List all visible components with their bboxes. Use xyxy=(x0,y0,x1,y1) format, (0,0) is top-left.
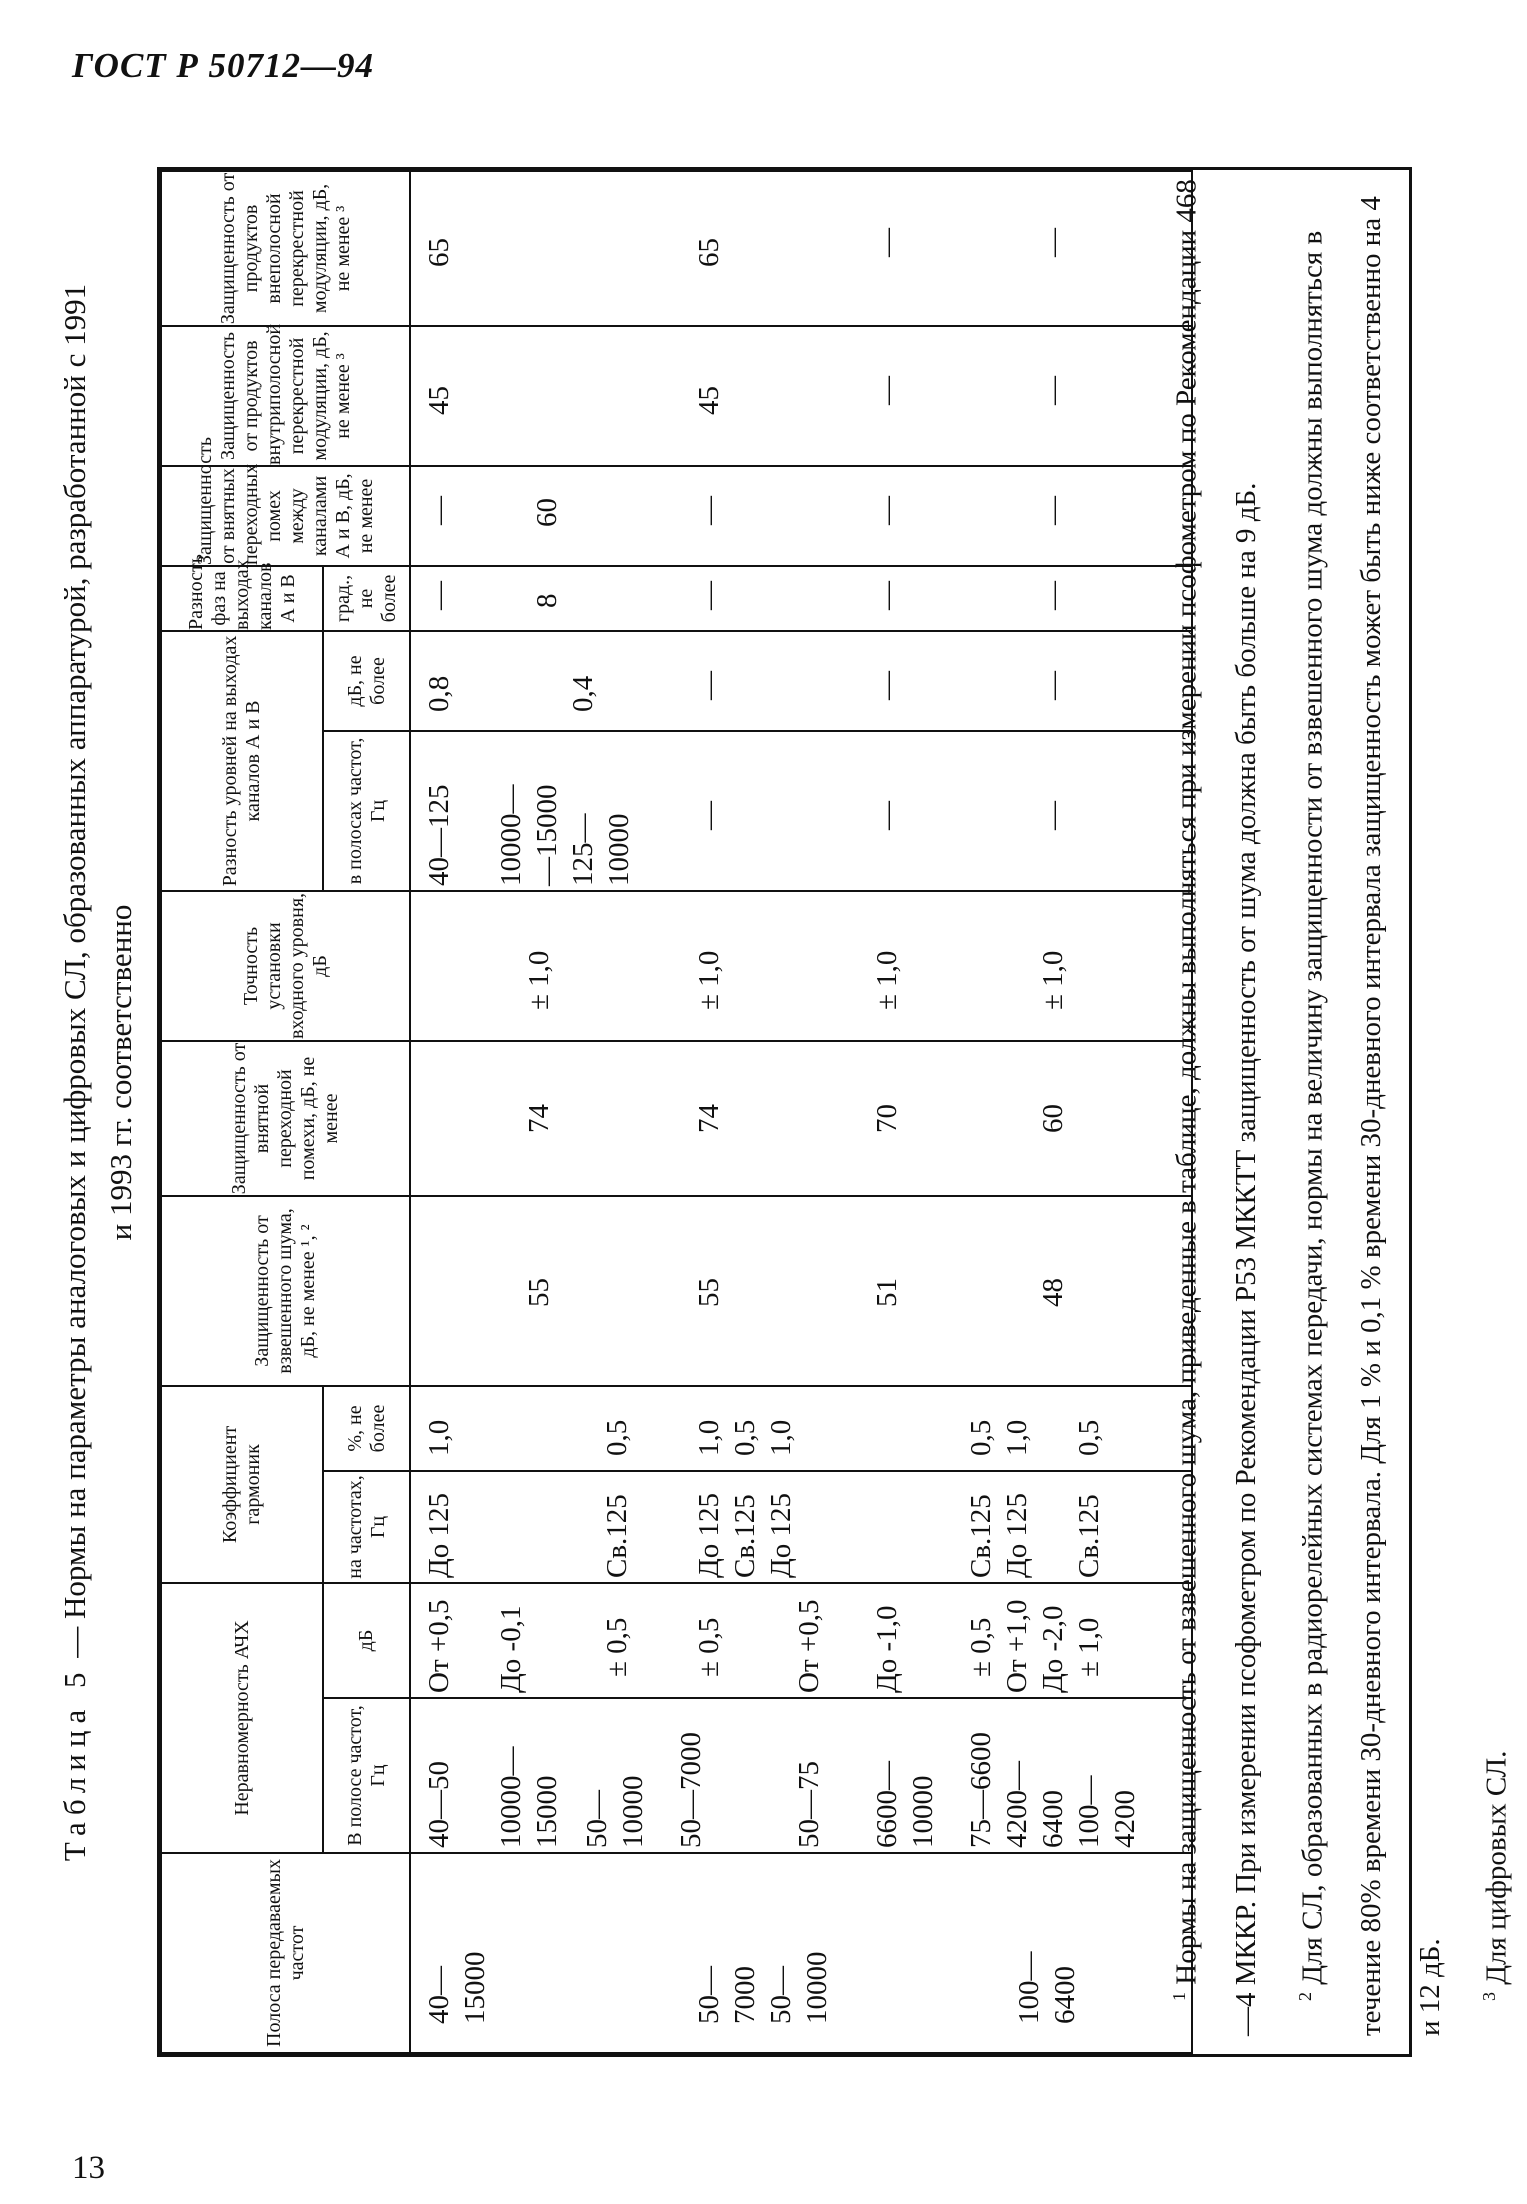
header-band: Полоса передаваемых частот xyxy=(161,1853,410,2053)
cell: 70 xyxy=(871,1103,903,1133)
cell: До 125 xyxy=(1001,1492,1033,1578)
cell: 15000 xyxy=(531,1775,563,1848)
col-intra-modulation xyxy=(410,326,1192,466)
cell: До 125 xyxy=(693,1492,725,1578)
header-phase-diff: Разность фаз на выходах каналов А и В xyxy=(161,566,323,631)
cell: 100— xyxy=(1013,1951,1045,2024)
cell: ± 1,0 xyxy=(1073,1617,1105,1677)
header-afr: Неравномерность АЧХ xyxy=(161,1583,323,1853)
col-extra-modulation xyxy=(410,171,1192,326)
cell: До 125 xyxy=(423,1492,455,1578)
cell: — xyxy=(871,670,903,700)
header-ab-crosstalk: Защищенность от внятных переходных помех между каналами А и В, дБ, не менее xyxy=(161,466,410,566)
cell: Св.125 xyxy=(1073,1494,1105,1578)
cell: — xyxy=(871,580,903,610)
cell: До -0,1 xyxy=(495,1605,527,1693)
cell: Св.125 xyxy=(601,1494,633,1578)
cell: 0,5 xyxy=(1073,1419,1105,1456)
cell: — xyxy=(1037,375,1069,405)
table-caption xyxy=(52,80,144,2065)
cell: 1,0 xyxy=(693,1419,725,1456)
footnote-text: Нормы на защищенность от взвешенного шума, приведенные в таблице, должны выполняться при измерении псофометром по Рекомендации 468—4 МККР. При измерении псофометром по Рекомендации Р53 МККТТ защищенность от шума должна быть больше на 9 дБ. xyxy=(1170,179,1262,2036)
cell: От +1,0 xyxy=(1001,1599,1033,1693)
cell: 74 xyxy=(523,1103,555,1133)
header-afr-db: дБ xyxy=(323,1583,410,1698)
cell: 40—50 xyxy=(423,1761,455,1848)
header-level-diff: Разность уровней на выходах каналов А и В xyxy=(161,631,323,891)
cell: 60 xyxy=(531,497,563,527)
cell: 0,5 xyxy=(965,1419,997,1456)
caption-label: Таблица 5 xyxy=(57,1665,92,1862)
cell: 8 xyxy=(531,593,563,608)
cell: —15000 xyxy=(531,784,563,886)
cell: 1,0 xyxy=(765,1419,797,1456)
cell: 40—125 xyxy=(423,784,455,886)
cell: 1,0 xyxy=(1001,1419,1033,1456)
col-ab-crosstalk xyxy=(410,466,1192,566)
cell: — xyxy=(871,227,903,257)
rotated-table-block xyxy=(52,80,1513,2065)
cell: ± 1,0 xyxy=(1037,950,1069,1010)
cell: 48 xyxy=(1037,1277,1069,1307)
cell: — xyxy=(1037,227,1069,257)
header-input-level: Точность установки входного уровня, дБ xyxy=(161,891,410,1041)
col-level-diff-db xyxy=(410,631,1192,731)
footnote-text: Для цифровых СЛ. xyxy=(1480,1750,1513,1992)
cell: 65 xyxy=(693,237,725,267)
table-notes xyxy=(1150,176,1527,2036)
cell: 45 xyxy=(693,385,725,415)
cell: 6400 xyxy=(1049,1966,1081,2024)
cell: — xyxy=(1037,495,1069,525)
cell: 1,0 xyxy=(423,1419,455,1456)
header-crosstalk: Защищенность от внятной переходной помехи, дБ, не менее xyxy=(161,1041,410,1196)
cell: 4200 xyxy=(1109,1790,1141,1848)
col-harm-freq xyxy=(410,1471,1192,1583)
page-header: ГОСТ Р 50712—94 xyxy=(72,46,375,85)
col-afr-band xyxy=(410,1698,1192,1853)
cell: — xyxy=(693,495,725,525)
cell: До 125 xyxy=(765,1492,797,1578)
cell: ± 0,5 xyxy=(693,1617,725,1677)
cell: 50— xyxy=(765,1966,797,2024)
cell: 55 xyxy=(693,1277,725,1307)
cell: До -2,0 xyxy=(1037,1605,1069,1693)
cell: От +0,5 xyxy=(793,1599,825,1693)
cell: До -1,0 xyxy=(871,1605,903,1693)
header-harm-pct: %, не более xyxy=(323,1386,410,1471)
cell: 74 xyxy=(693,1103,725,1133)
cell: ± 1,0 xyxy=(871,950,903,1010)
col-phase-diff xyxy=(410,566,1192,631)
cell: 125— xyxy=(567,813,599,886)
cell: — xyxy=(693,670,725,700)
norms-table xyxy=(160,170,1193,2054)
table-frame xyxy=(157,167,1513,2057)
table-body-row xyxy=(410,171,1192,2053)
cell: ± 0,5 xyxy=(965,1617,997,1677)
cell: 50— xyxy=(693,1966,725,2024)
cell: — xyxy=(1037,800,1069,830)
cell: ± 1,0 xyxy=(693,950,725,1010)
page-number: 13 xyxy=(72,2150,105,2186)
cell: 55 xyxy=(523,1277,555,1307)
footnote-text: Для СЛ, образованных в радиорелейных системах передачи, нормы на величину защищенности от взвешенного шума должны выполняться в течение 80% времени 30-дневного интервала. Для 1 % и 0,1 % времени 30-дневного интервала защищенность может быть ниже соответственно на 4 и 12 дБ. xyxy=(1296,196,1447,2036)
header-harm-freq: на частотах, Гц xyxy=(323,1471,410,1583)
col-noise xyxy=(410,1196,1192,1386)
header-intra-modulation: Защищенность от продуктов внутриполосной перекрестной модуляции, дБ, не менее ³ xyxy=(161,326,410,466)
col-level-diff-band xyxy=(410,731,1192,891)
cell: — xyxy=(1037,670,1069,700)
cell: От +0,5 xyxy=(423,1599,455,1693)
header-level-diff-db: дБ, не более xyxy=(323,631,410,731)
cell: 65 xyxy=(423,237,455,267)
header-afr-band: В полосе частот, Гц xyxy=(323,1698,410,1853)
footnote-2 xyxy=(1276,176,1461,2036)
cell: 4200— xyxy=(1001,1761,1033,1848)
cell: 0,4 xyxy=(567,675,599,712)
cell: 40— xyxy=(423,1966,455,2024)
header-level-diff-band: в полосах частот, Гц xyxy=(323,731,410,891)
cell: 50—75 xyxy=(793,1761,825,1848)
cell: — xyxy=(1037,580,1069,610)
col-crosstalk xyxy=(410,1041,1192,1196)
cell: — xyxy=(871,800,903,830)
cell: 45 xyxy=(423,385,455,415)
col-band xyxy=(410,1853,1192,2053)
cell: 0,8 xyxy=(423,675,455,712)
cell: — xyxy=(693,800,725,830)
cell: 10000— xyxy=(495,784,527,886)
col-afr-db xyxy=(410,1583,1192,1698)
cell: 10000 xyxy=(801,1951,833,2024)
header-extra-modulation: Защищенность от продуктов внеполосной перекрестной модуляции, дБ, не менее ³ xyxy=(161,171,410,326)
cell: Св.125 xyxy=(965,1494,997,1578)
cell: 50— xyxy=(581,1790,613,1848)
cell: 15000 xyxy=(459,1951,491,2024)
cell: 75—6600 xyxy=(965,1732,997,1848)
caption-text: — Нормы на параметры аналоговых и цифровых СЛ, образованных аппаратурой, разработанной с 1991 xyxy=(57,283,92,1666)
cell: ± 1,0 xyxy=(523,950,555,1010)
cell: 10000 xyxy=(617,1775,649,1848)
col-harm-pct xyxy=(410,1386,1192,1471)
footnote-3 xyxy=(1460,176,1527,2036)
cell: 6400 xyxy=(1037,1790,1069,1848)
cell: 51 xyxy=(871,1277,903,1307)
cell: 6600— xyxy=(871,1761,903,1848)
cell: 0,5 xyxy=(601,1419,633,1456)
caption-text-line2: и 1993 гг. соответственно xyxy=(103,904,138,1241)
col-input-level xyxy=(410,891,1192,1041)
cell: — xyxy=(871,495,903,525)
footnote-mark: 3 xyxy=(1479,1992,1500,2001)
header-phase-diff-deg: град., не более xyxy=(323,566,410,631)
footnote-mark: 1 xyxy=(1169,1992,1189,2001)
footnote-mark: 2 xyxy=(1294,1992,1315,2001)
cell: 7000 xyxy=(729,1966,761,2024)
cell: 0,5 xyxy=(729,1419,761,1456)
footnote-1 xyxy=(1150,176,1276,2036)
cell: — xyxy=(871,375,903,405)
cell: 60 xyxy=(1037,1103,1069,1133)
cell: Св.125 xyxy=(729,1494,761,1578)
cell: 100— xyxy=(1073,1775,1105,1848)
header-harmonics: Коэффициент гармоник xyxy=(161,1386,323,1583)
cell: — xyxy=(423,495,455,525)
cell: ± 0,5 xyxy=(601,1617,633,1677)
cell: — xyxy=(423,580,455,610)
cell: 10000 xyxy=(907,1775,939,1848)
cell: 10000 xyxy=(603,813,635,886)
header-noise: Защищенность от взвешенного шума, дБ, не менее ¹, ² xyxy=(161,1196,410,1386)
cell: — xyxy=(693,580,725,610)
cell: 10000— xyxy=(495,1746,527,1848)
cell: 50—7000 xyxy=(675,1732,707,1848)
